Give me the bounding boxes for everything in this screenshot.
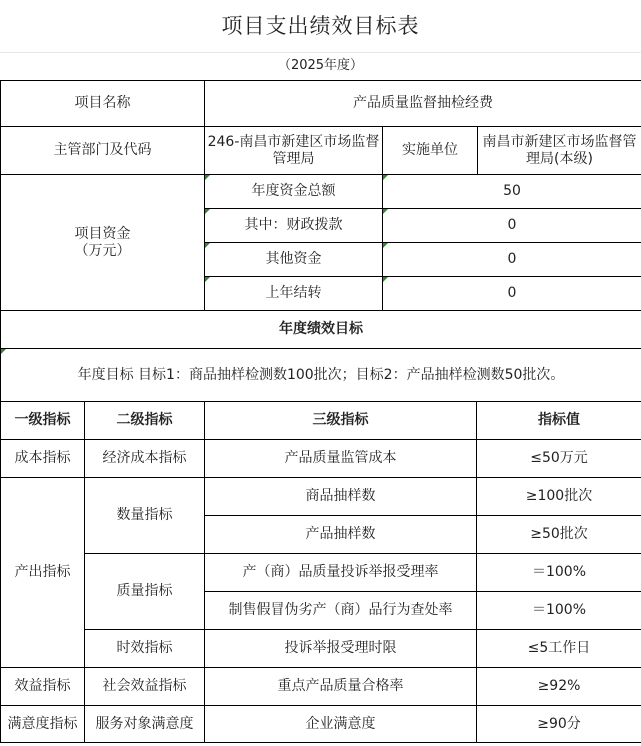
funds-carryover-label: 上年结转 [205, 277, 383, 311]
project-info-table [0, 80, 641, 402]
page-title: 项目支出绩效目标表 [0, 0, 641, 53]
cost-level1: 成本指标 [1, 440, 85, 478]
annual-goals-header: 年度绩效目标 [1, 311, 641, 349]
satisfaction-level1: 满意度指标 [1, 706, 85, 743]
funds-fiscal-label: 其中：财政拨款 [205, 209, 383, 243]
annual-goals-text: 年度目标 目标1：商品抽样检测数100批次；目标2：产品抽样检测数50批次。 [1, 349, 641, 402]
cost-level2: 经济成本指标 [85, 440, 205, 478]
quality-item-level3: 产（商）品质量投诉举报受理率 [205, 554, 477, 592]
header-level3: 三级指标 [205, 402, 477, 440]
impl-unit-value: 南昌市新建区市场监督管理局(本级) [478, 127, 641, 175]
fiscal-year: （2025年度） [277, 58, 364, 73]
benefit-level2: 社会效益指标 [85, 668, 205, 706]
cost-level3: 产品质量监管成本 [205, 440, 477, 478]
funds-other-value: 0 [383, 243, 641, 277]
header-level2: 二级指标 [85, 402, 205, 440]
header-value: 指标值 [477, 402, 641, 440]
benefit-value: ≥92% [477, 668, 641, 706]
satisfaction-level2: 服务对象满意度 [85, 706, 205, 743]
cost-value: ≤50万元 [477, 440, 641, 478]
funds-other-label: 其他资金 [205, 243, 383, 277]
quantity-level2: 数量指标 [85, 478, 205, 554]
quantity-item-level3: 商品抽样数 [205, 478, 477, 516]
timeliness-value: ≤5工作日 [477, 630, 641, 668]
quantity-item-level3: 产品抽样数 [205, 516, 477, 554]
funds-total-label: 年度资金总额 [205, 175, 383, 209]
project-name-value: 产品质量监督抽检经费 [205, 81, 641, 127]
quantity-item-value: ≥100批次 [477, 478, 641, 516]
benefit-level3: 重点产品质量合格率 [205, 668, 477, 706]
indicators-table [0, 401, 641, 743]
impl-unit-label: 实施单位 [383, 127, 478, 175]
dept-value: 246-南昌市新建区市场监督管理局 [205, 127, 383, 175]
quality-item-level3: 制售假冒伪劣产（商）品行为查处率 [205, 592, 477, 630]
funds-label: 项目资金 （万元） [1, 175, 205, 311]
funds-total-value: 50 [383, 175, 641, 209]
funds-fiscal-value: 0 [383, 209, 641, 243]
quality-item-value: ＝100% [477, 554, 641, 592]
timeliness-level2: 时效指标 [85, 630, 205, 668]
timeliness-level3: 投诉举报受理时限 [205, 630, 477, 668]
project-name-label: 项目名称 [1, 81, 205, 127]
benefit-level1: 效益指标 [1, 668, 85, 706]
quality-level2: 质量指标 [85, 554, 205, 630]
funds-carryover-value: 0 [383, 277, 641, 311]
satisfaction-level3: 企业满意度 [205, 706, 477, 743]
satisfaction-value: ≥90分 [477, 706, 641, 743]
header-level1: 一级指标 [1, 402, 85, 440]
output-level1: 产出指标 [1, 478, 85, 668]
dept-label: 主管部门及代码 [1, 127, 205, 175]
quantity-item-value: ≥50批次 [477, 516, 641, 554]
quality-item-value: ＝100% [477, 592, 641, 630]
